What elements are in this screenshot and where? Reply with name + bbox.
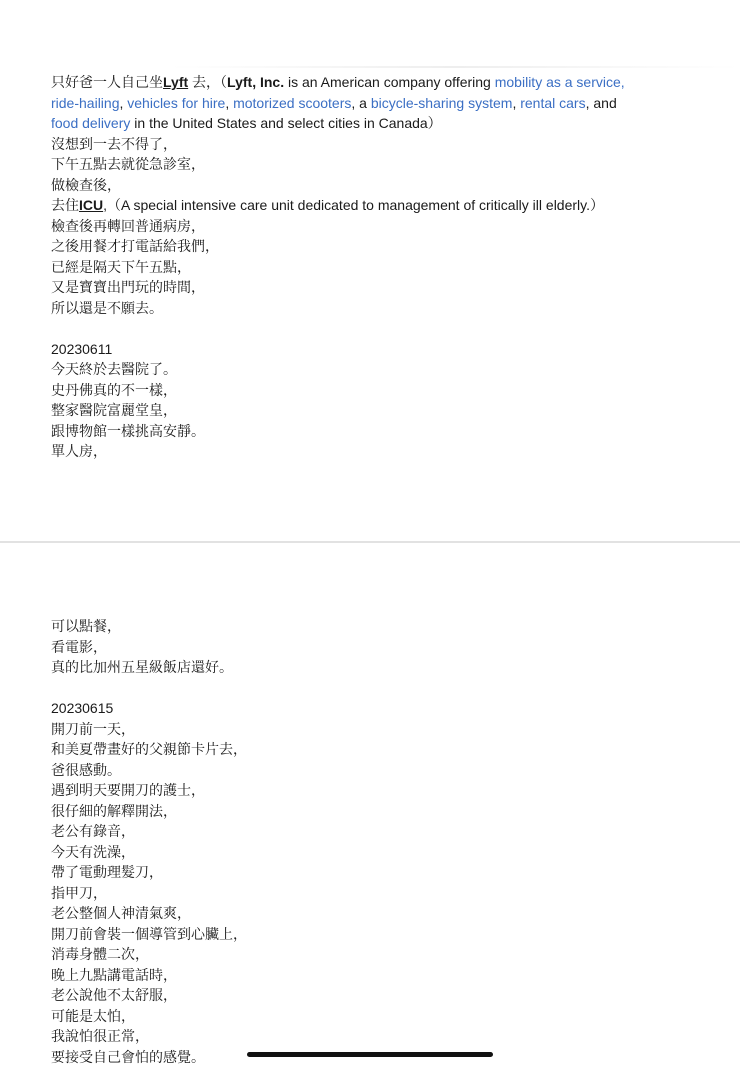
link-food-delivery[interactable]: food delivery bbox=[51, 115, 130, 131]
text-line: 整家醫院富麗堂皇， bbox=[51, 400, 625, 421]
text-line: 帶了電動理髮刀， bbox=[51, 862, 247, 883]
text-line: 可能是太怕， bbox=[51, 1006, 247, 1027]
text-line: 做檢查後， bbox=[51, 175, 625, 196]
text: , bbox=[119, 95, 127, 111]
link-mobility-as-a-service[interactable]: mobility as a service bbox=[495, 74, 621, 90]
top-divider bbox=[170, 66, 740, 68]
text-line: 沒想到一去不得了， bbox=[51, 134, 625, 155]
text-line: 今天終於去醫院了。 bbox=[51, 359, 625, 380]
text: 去，（ bbox=[188, 74, 227, 90]
text-line: 老公整個人神清氣爽， bbox=[51, 903, 247, 924]
text-line: 和美夏帶畫好的父親節卡片去， bbox=[51, 739, 247, 760]
intro-line-1: 只好爸一人自己坐Lyft 去，（Lyft, Inc. is an American company offering mobility as a service, bbox=[51, 72, 625, 93]
text-line: 跟博物館一樣挑高安靜。 bbox=[51, 421, 625, 442]
text-line: 可以點餐， bbox=[51, 616, 247, 637]
text-line: 單人房， bbox=[51, 441, 625, 462]
text-line: 開刀前會裝一個導管到心臟上， bbox=[51, 924, 247, 945]
text-line: 老公說他不太舒服， bbox=[51, 985, 247, 1006]
text: in the United States and select cities in Canada） bbox=[130, 115, 441, 131]
text-line: 已經是隔天下午五點， bbox=[51, 257, 625, 278]
text: , bbox=[225, 95, 233, 111]
text-line: 很仔細的解釋開法， bbox=[51, 801, 247, 822]
text-line: 消毒身體二次， bbox=[51, 944, 247, 965]
company-name: Lyft, Inc. bbox=[227, 74, 284, 90]
text-line: 下午五點去就從急診室， bbox=[51, 154, 625, 175]
text: ,（A special intensive care unit dedicated to management of critically ill elderly.） bbox=[103, 197, 604, 213]
text: , a bbox=[351, 95, 370, 111]
text: , bbox=[512, 95, 520, 111]
text-line: 老公有錄音， bbox=[51, 821, 247, 842]
text-line: 所以還是不願去。 bbox=[51, 298, 625, 319]
page-1-text bbox=[51, 72, 625, 462]
page-break bbox=[0, 541, 740, 543]
link-bicycle-sharing[interactable]: bicycle-sharing system bbox=[371, 95, 513, 111]
text-line: 之後用餐才打電話給我們， bbox=[51, 236, 625, 257]
text-line: 遇到明天要開刀的護士， bbox=[51, 780, 247, 801]
icu-line bbox=[51, 195, 625, 216]
link-rental-cars[interactable]: rental cars bbox=[520, 95, 585, 111]
text-line: 要接受自己會怕的感覺。 bbox=[51, 1047, 247, 1067]
text-line: 20230615 bbox=[51, 698, 247, 719]
text-line: 又是寶寶出門玩的時間， bbox=[51, 277, 625, 298]
text: is an American company offering bbox=[284, 74, 495, 90]
text-line: 指甲刀， bbox=[51, 883, 247, 904]
home-indicator[interactable] bbox=[247, 1052, 493, 1057]
link-vehicles-for-hire[interactable]: vehicles for hire bbox=[127, 95, 225, 111]
text-line bbox=[51, 678, 247, 699]
text-line bbox=[51, 318, 625, 339]
text-line: 看電影， bbox=[51, 637, 247, 658]
lyft-link[interactable]: Lyft bbox=[163, 74, 188, 90]
text-line: 檢查後再轉回普通病房， bbox=[51, 216, 625, 237]
text-line: 我說怕很正常， bbox=[51, 1026, 247, 1047]
text-line: 20230611 bbox=[51, 339, 625, 360]
link-motorized-scooters[interactable]: motorized scooters bbox=[233, 95, 351, 111]
text: , and bbox=[586, 95, 617, 111]
icu-link[interactable]: ICU bbox=[79, 197, 103, 213]
text-line: 真的比加州五星級飯店還好。 bbox=[51, 657, 247, 678]
intro-line-2 bbox=[51, 93, 625, 114]
link-ride-hailing[interactable]: ride-hailing bbox=[51, 95, 119, 111]
text-line: 史丹佛真的不一樣， bbox=[51, 380, 625, 401]
text-line: 晚上九點講電話時， bbox=[51, 965, 247, 986]
intro-line-3 bbox=[51, 113, 625, 134]
text: 只好爸一人自己坐 bbox=[51, 74, 163, 90]
text: 去住 bbox=[51, 197, 79, 213]
text-line: 今天有洗澡， bbox=[51, 842, 247, 863]
page-2-text bbox=[51, 616, 247, 1067]
text-line: 爸很感動。 bbox=[51, 760, 247, 781]
text-line: 開刀前一天， bbox=[51, 719, 247, 740]
